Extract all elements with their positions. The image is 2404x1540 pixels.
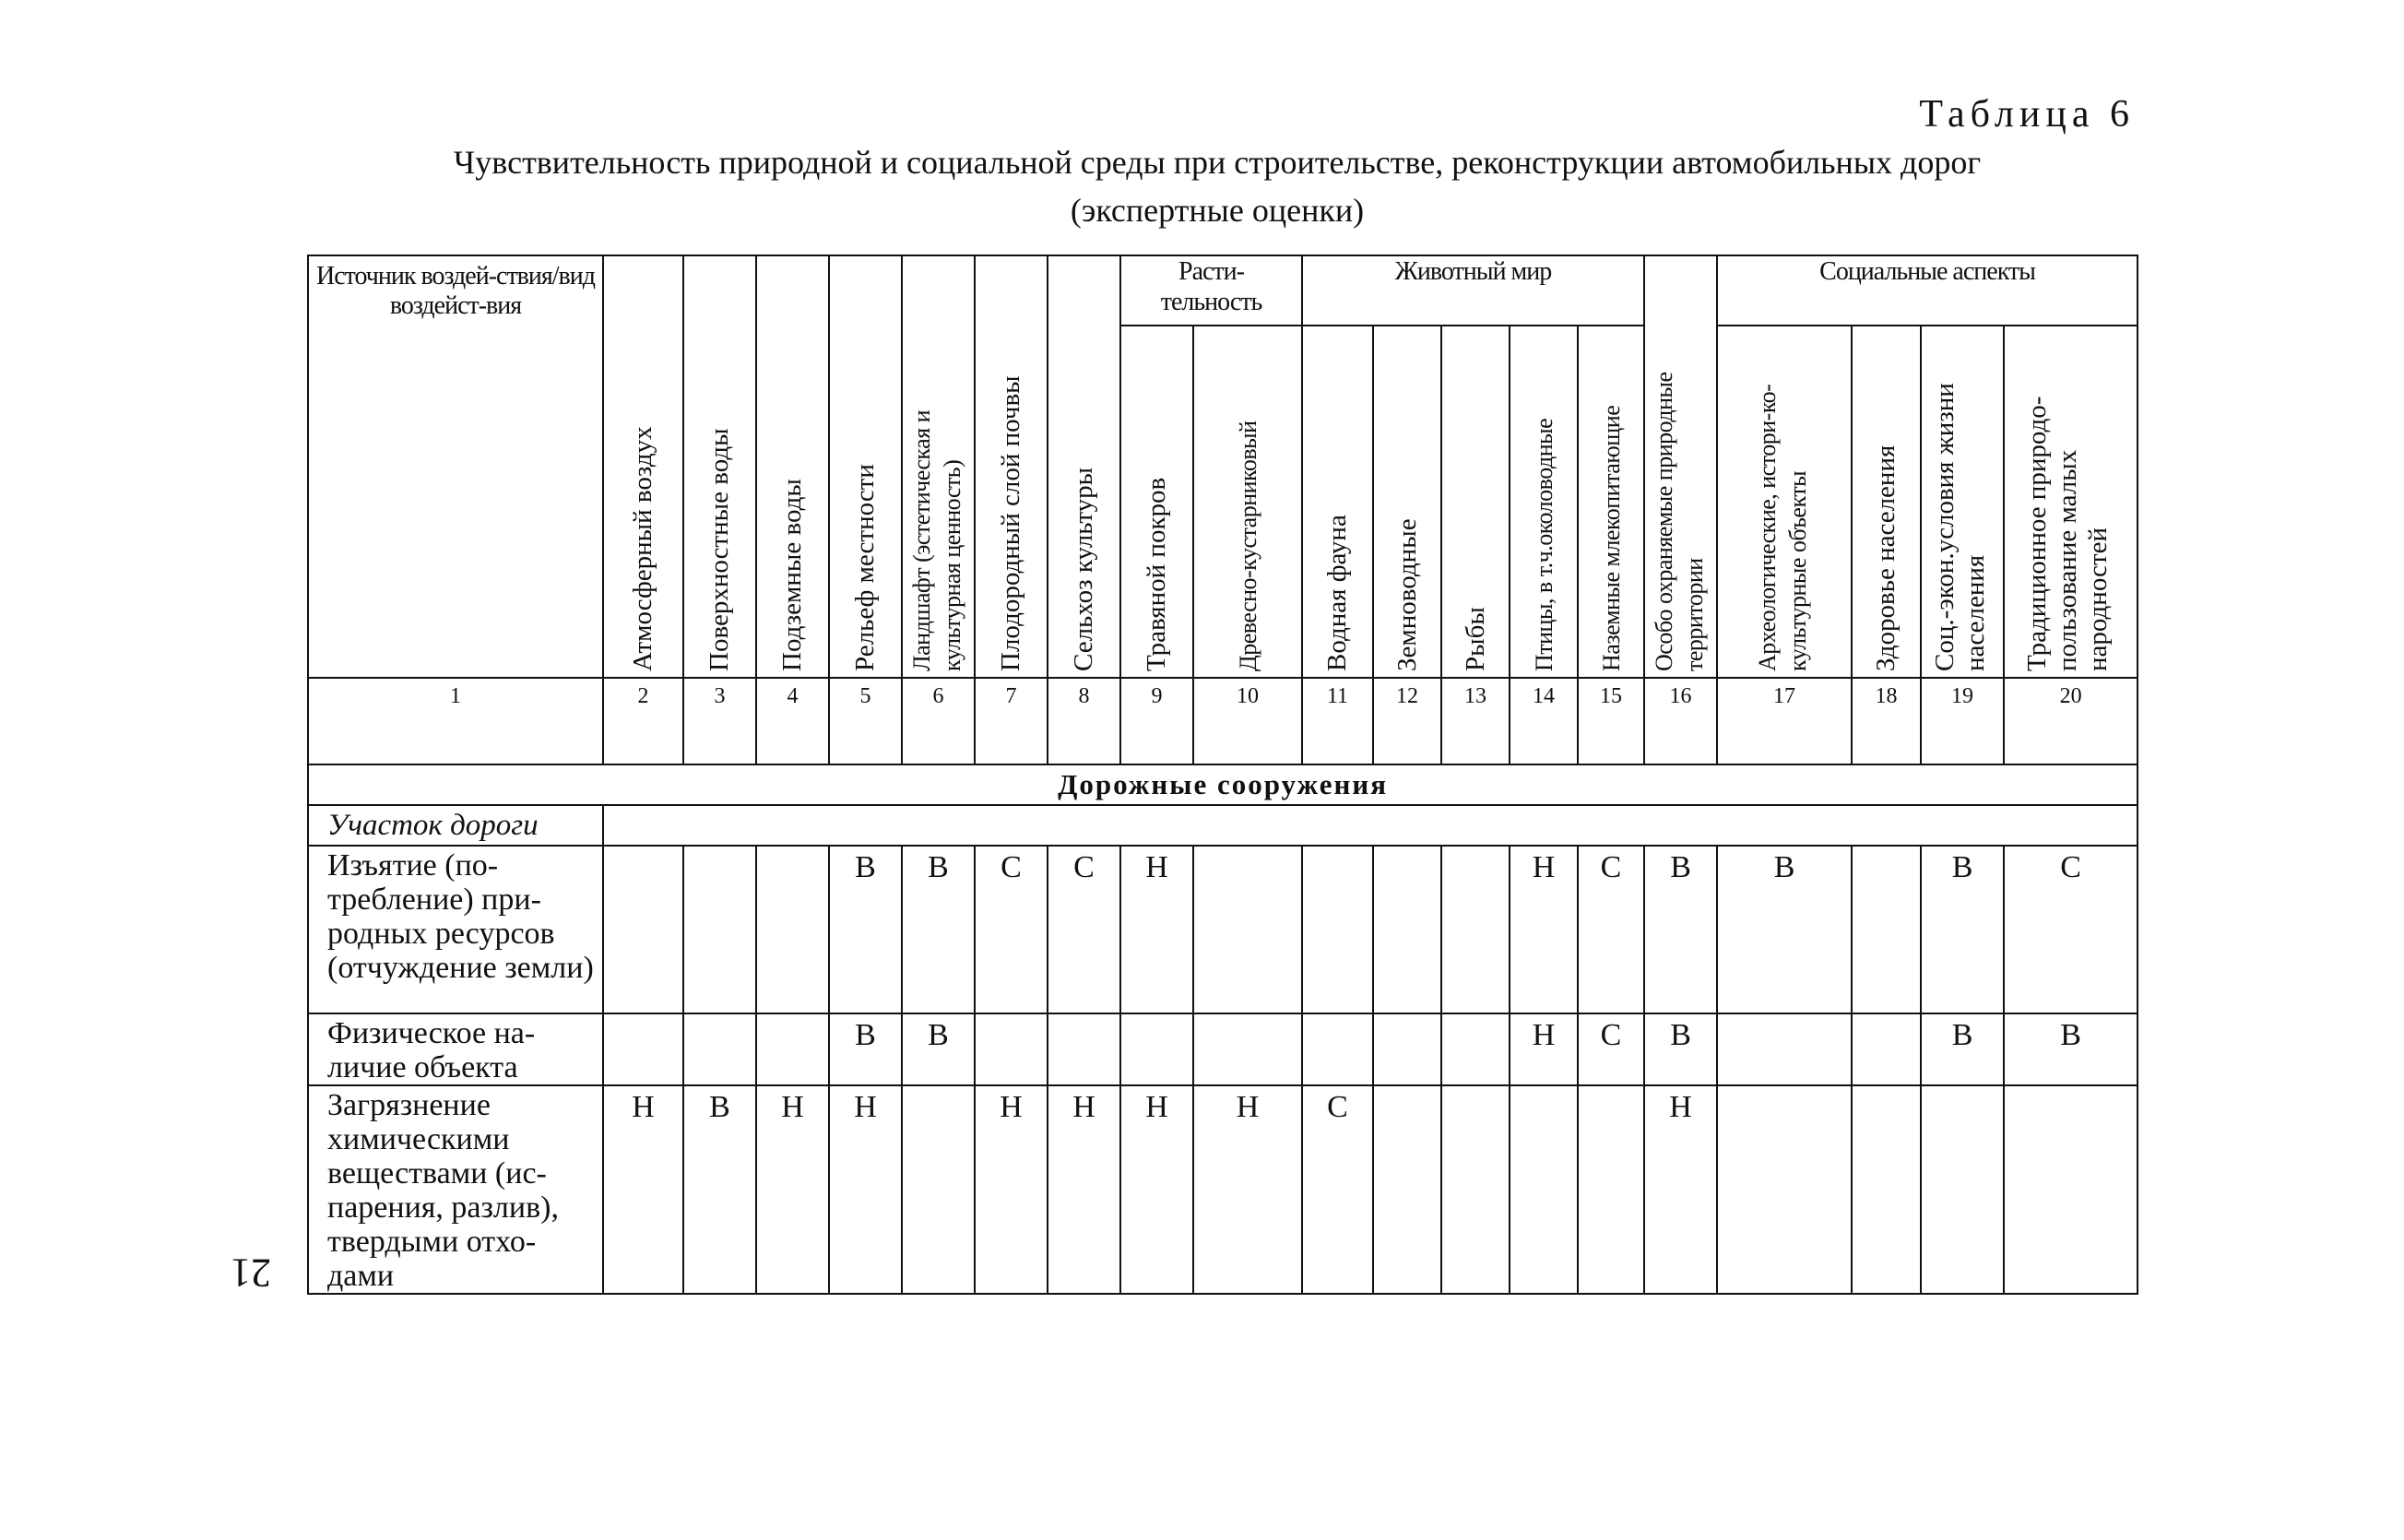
table-row (308, 1085, 2138, 1294)
column-number-cell: 13 (1441, 678, 1510, 764)
value-cell: С (1048, 846, 1120, 1013)
value-cell: С (1578, 846, 1644, 1013)
value-cell: Н (1510, 846, 1578, 1013)
group-vegetation: Расти-тельность (1120, 255, 1302, 326)
title-line-2: (экспертные оценки) (1070, 192, 1365, 229)
value-cell: В (683, 1085, 756, 1294)
col-header-7: Плодородный слой почвы (975, 255, 1048, 678)
value-cell (902, 1085, 975, 1294)
value-cell: В (902, 1013, 975, 1085)
column-number-cell: 20 (2004, 678, 2138, 764)
col-header-20: Традиционное природо-пользование малых народностей (2004, 326, 2138, 678)
value-cell (1441, 846, 1510, 1013)
col-header-16: Особо охраняемые природные территории (1644, 255, 1717, 678)
col-header-12: Земноводные (1373, 326, 1441, 678)
column-number-cell: 6 (902, 678, 975, 764)
subsection-row (308, 805, 2138, 846)
value-cell (1510, 1085, 1578, 1294)
column-number-cell: 19 (1921, 678, 2004, 764)
column-number-cell: 9 (1120, 678, 1193, 764)
value-cell (1717, 1085, 1852, 1294)
value-cell: Н (1193, 1085, 1302, 1294)
col-header-19: Соц.-экон.условия жизни населения (1921, 326, 2004, 678)
page-number: 21 (231, 1250, 271, 1296)
col-header-13: Рыбы (1441, 326, 1510, 678)
value-cell (1302, 846, 1373, 1013)
column-number-cell: 3 (683, 678, 756, 764)
column-number-cell: 18 (1852, 678, 1921, 764)
value-cell: Н (1644, 1085, 1717, 1294)
value-cell (683, 846, 756, 1013)
value-cell (1852, 1013, 1921, 1085)
value-cell: В (902, 846, 975, 1013)
row-label: Физическое на-личие объекта (308, 1013, 603, 1085)
col-header-11: Водная фауна (1302, 326, 1373, 678)
value-cell (1441, 1013, 1510, 1085)
col-header-4: Подземные воды (756, 255, 829, 678)
col-header-8: Сельхоз культуры (1048, 255, 1120, 678)
value-cell: С (1578, 1013, 1644, 1085)
value-cell: В (2004, 1013, 2138, 1085)
value-cell: В (1921, 846, 2004, 1013)
column-number-cell: 15 (1578, 678, 1644, 764)
value-cell: Н (756, 1085, 829, 1294)
column-number-cell: 12 (1373, 678, 1441, 764)
value-cell (2004, 1085, 2138, 1294)
col-header-14: Птицы, в т.ч.околоводные (1510, 326, 1578, 678)
table-body (308, 255, 2138, 1294)
subsection-empty (603, 805, 2138, 846)
column-number-cell: 17 (1717, 678, 1852, 764)
column-number-cell: 8 (1048, 678, 1120, 764)
value-cell (603, 846, 683, 1013)
value-cell: В (1921, 1013, 2004, 1085)
value-cell (975, 1013, 1048, 1085)
column-number-cell: 2 (603, 678, 683, 764)
value-cell (1921, 1085, 2004, 1294)
col-header-2: Атмосферный воздух (603, 255, 683, 678)
value-cell: В (829, 846, 902, 1013)
section-title: Дорожные сооружения (308, 764, 2138, 805)
column-number-cell: 4 (756, 678, 829, 764)
value-cell (603, 1013, 683, 1085)
value-cell: Н (603, 1085, 683, 1294)
value-cell (1373, 1013, 1441, 1085)
value-cell (1852, 846, 1921, 1013)
value-cell: Н (975, 1085, 1048, 1294)
value-cell (1373, 846, 1441, 1013)
value-cell (756, 846, 829, 1013)
table-title (304, 138, 2130, 234)
sensitivity-table (307, 255, 2138, 1295)
value-cell: Н (1048, 1085, 1120, 1294)
col-header-17: Археологические, истори-ко-культурные объекты (1717, 326, 1852, 678)
value-cell: С (2004, 846, 2138, 1013)
value-cell (1302, 1013, 1373, 1085)
value-cell: Н (1120, 846, 1193, 1013)
value-cell: Н (1120, 1085, 1193, 1294)
column-number-cell: 5 (829, 678, 902, 764)
value-cell (1578, 1085, 1644, 1294)
group-social: Социальные аспекты (1717, 255, 2138, 326)
value-cell: С (1302, 1085, 1373, 1294)
value-cell: В (1644, 846, 1717, 1013)
value-cell: Н (829, 1085, 902, 1294)
column-number-cell: 7 (975, 678, 1048, 764)
table-row (308, 846, 2138, 1013)
col-header-6: Ландшафт (эстетическая и культурная ценность) (902, 255, 975, 678)
value-cell: Н (1510, 1013, 1578, 1085)
column-number-cell: 16 (1644, 678, 1717, 764)
value-cell: В (829, 1013, 902, 1085)
value-cell: В (1717, 846, 1852, 1013)
row-label: Изъятие (по-требление) при-родных ресурсов (отчуждение земли) (308, 846, 603, 1013)
source-header: Источник воздей-ствия/вид воздейст-вия (308, 255, 603, 678)
column-number-cell: 10 (1193, 678, 1302, 764)
column-number-cell: 11 (1302, 678, 1373, 764)
column-numbers-row (308, 678, 2138, 764)
col-header-15: Наземные млекопитающие (1578, 326, 1644, 678)
value-cell (683, 1013, 756, 1085)
value-cell (1852, 1085, 1921, 1294)
col-header-18: Здоровье населения (1852, 326, 1921, 678)
col-header-9: Травяной покров (1120, 326, 1193, 678)
col-header-3: Поверхностные воды (683, 255, 756, 678)
col-header-10: Древесно-кустарниковый (1193, 326, 1302, 678)
value-cell (1193, 1013, 1302, 1085)
value-cell (1193, 846, 1302, 1013)
section-row (308, 764, 2138, 805)
header-row-groups (308, 255, 2138, 326)
group-animals: Животный мир (1302, 255, 1644, 326)
value-cell (1717, 1013, 1852, 1085)
table-label: Таблица 6 (1919, 93, 2135, 136)
subsection-title: Участок дороги (308, 805, 603, 846)
value-cell: В (1644, 1013, 1717, 1085)
value-cell (1120, 1013, 1193, 1085)
column-number-cell: 14 (1510, 678, 1578, 764)
column-number-cell: 1 (308, 678, 603, 764)
value-cell (1048, 1013, 1120, 1085)
title-line-1: Чувствительность природной и социальной среды при строительстве, реконструкции автомобильных дорог (453, 144, 1982, 181)
table-row (308, 1013, 2138, 1085)
value-cell (756, 1013, 829, 1085)
value-cell: С (975, 846, 1048, 1013)
value-cell (1373, 1085, 1441, 1294)
col-header-5: Рельеф местности (829, 255, 902, 678)
row-label: Загрязнение химическими веществами (ис-парения, разлив), твердыми отхо-дами (308, 1085, 603, 1294)
value-cell (1441, 1085, 1510, 1294)
